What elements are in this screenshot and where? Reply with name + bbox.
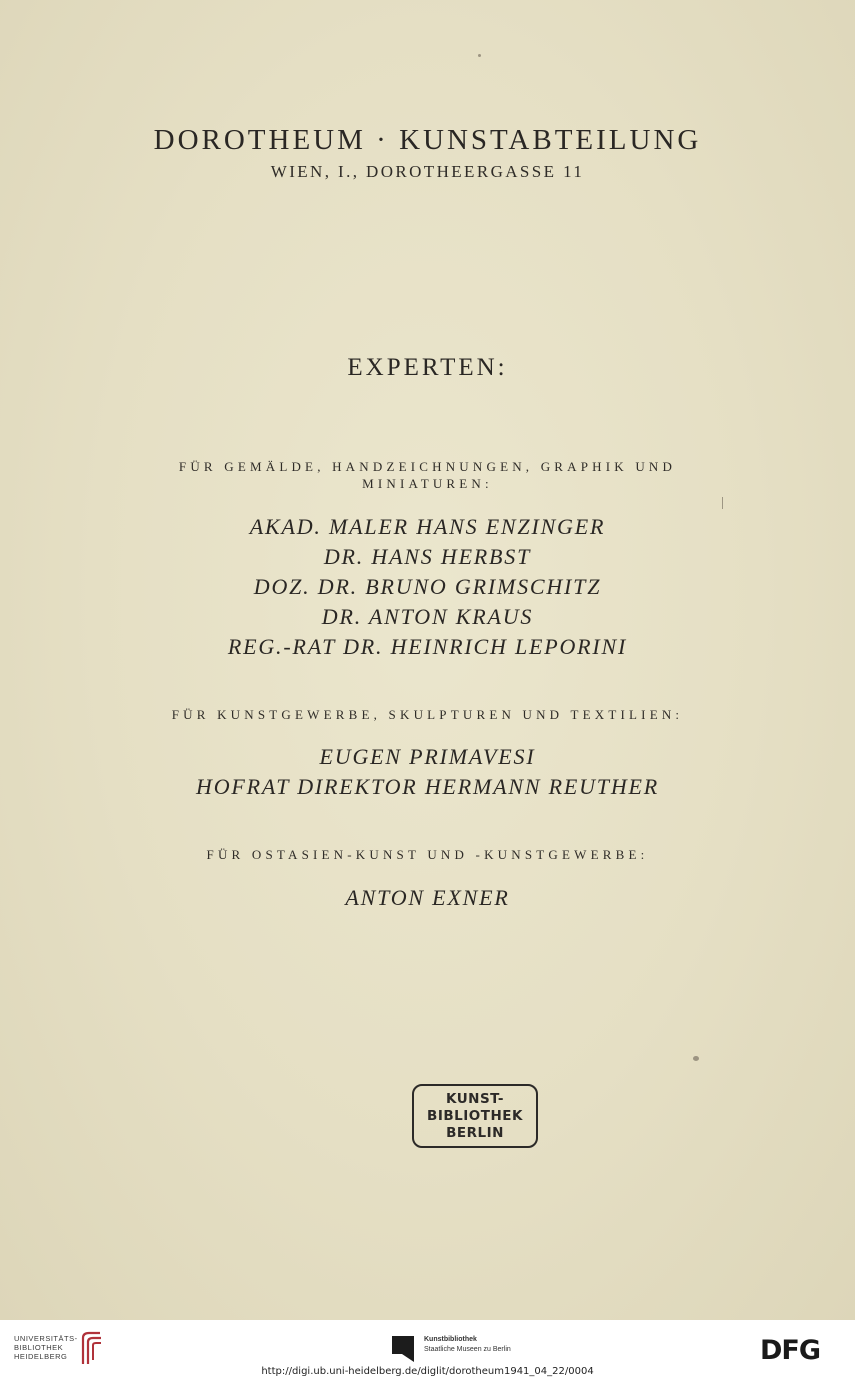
- kunstbibliothek-logo-icon: [392, 1336, 414, 1362]
- expert-list-applied-arts: [0, 742, 855, 802]
- auction-house-address: WIEN, I., DOROTHEERGASSE 11: [270, 162, 585, 181]
- university-library-label: UNIVERSITÄTS- BIBLIOTHEK HEIDELBERG: [14, 1334, 78, 1361]
- expert-name: AKAD. MALER HANS ENZINGER: [249, 514, 606, 539]
- category-label-paintings: FÜR GEMÄLDE, HANDZEICHNUNGEN, GRAPHIK UND MINIATUREN:: [178, 459, 677, 491]
- paper-speck: [693, 1056, 699, 1061]
- expert-name: DOZ. DR. BRUNO GRIMSCHITZ: [253, 574, 602, 599]
- stamp-line: BIBLIOTHEK: [427, 1107, 523, 1124]
- expert-name: ANTON EXNER: [345, 885, 510, 910]
- stamp-line: KUNST-: [445, 1090, 505, 1107]
- paper-speck: [478, 54, 481, 57]
- category-label-east-asian-art: FÜR OSTASIEN-KUNST UND -KUNSTGEWERBE:: [206, 847, 649, 862]
- expert-name: DR. ANTON KRAUS: [321, 604, 534, 629]
- dfg-logo: DFG: [760, 1335, 821, 1366]
- digitization-footer: [0, 1320, 855, 1383]
- expert-name: HOFRAT DIREKTOR HERMANN REUTHER: [196, 774, 659, 799]
- university-logo-icon: [80, 1330, 104, 1366]
- experts-heading: EXPERTEN:: [347, 354, 508, 381]
- expert-name: EUGEN PRIMAVESI: [319, 744, 536, 769]
- kunstbibliothek-label: Kunstbibliothek Staatliche Museen zu Berlin: [424, 1336, 511, 1353]
- category-label-applied-arts: FÜR KUNSTGEWERBE, SKULPTUREN UND TEXTILIEN:: [171, 707, 684, 722]
- library-stamp: [412, 1084, 538, 1148]
- expert-list-paintings: [0, 512, 855, 662]
- auction-house-title: DOROTHEUM · KUNSTABTEILUNG: [153, 124, 702, 156]
- stamp-line: BERLIN: [446, 1124, 504, 1141]
- expert-list-east-asian-art: [0, 883, 855, 913]
- expert-name: REG.-RAT DR. HEINRICH LEPORINI: [227, 634, 628, 659]
- source-url[interactable]: http://digi.ub.uni-heidelberg.de/diglit/dorotheum1941_04_22/0004: [261, 1366, 594, 1377]
- expert-name: DR. HANS HERBST: [323, 544, 532, 569]
- paper-speck: [722, 497, 723, 509]
